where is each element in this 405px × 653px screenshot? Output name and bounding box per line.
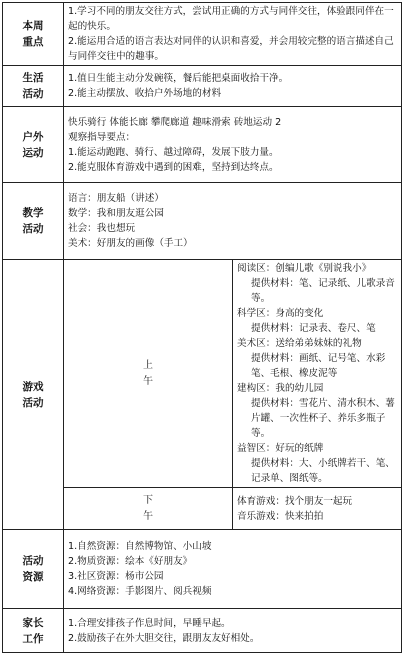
label-life-activity (3, 66, 64, 107)
content-teaching-activity (64, 183, 402, 260)
row-life-activity (3, 66, 402, 107)
afternoon-item: 体育游戏：找个朋友一起玩 (237, 495, 353, 507)
outdoor-item: 快乐骑行 体能长廊 攀爬廊道 趣味滑索 砖地运动 2 (68, 116, 282, 128)
outdoor-item: 2.能克服体育游戏中遇到的困难，坚持到达终点。 (68, 161, 279, 173)
content-outdoor-sports (64, 107, 402, 183)
label-line: 活动 (22, 555, 44, 567)
label-line: 本周 (22, 20, 44, 32)
outdoor-item: 1.能运动跑跑、骑行、越过障碍，发展下肢力量。 (68, 146, 279, 158)
label-morning (64, 260, 233, 488)
row-resources (3, 530, 402, 609)
teaching-item: 数学：我和朋友逛公园 (68, 208, 164, 219)
label-line: 下 (143, 494, 153, 506)
afternoon-item: 音乐游戏：快来拍拍 (237, 510, 324, 522)
resource-item: 2.物质资源：绘本《好朋友》 (68, 556, 193, 567)
label-line: 运动 (22, 146, 44, 159)
label-resources (3, 530, 64, 609)
game-area-item: 建构区：我的幼儿园 (237, 383, 324, 394)
game-material-item: 提供材料：大、小纸牌若干、笔、记录单、图纸等。 (251, 458, 395, 484)
label-parent-work (3, 609, 64, 653)
label-line: 活动 (22, 396, 44, 409)
label-line: 教学 (22, 207, 44, 219)
row-outdoor-sports (3, 107, 402, 183)
label-line: 重点 (22, 36, 44, 48)
resource-item: 3.社区资源：杨市公园 (68, 571, 164, 582)
content-resources (64, 530, 402, 609)
label-line: 活动 (22, 223, 44, 235)
label-line: 资源 (22, 571, 44, 583)
focus-item: 2.能运用合适的语言表达对同伴的认识和喜爱，并会用较完整的语言描述自己与同伴交往中的趣事。 (68, 36, 394, 62)
label-line: 户外 (22, 130, 44, 143)
label-line: 活动 (22, 88, 44, 100)
label-line: 午 (143, 375, 153, 387)
life-item: 1.值日生能主动分发碗筷，餐后能把桌面收拾干净。 (68, 73, 289, 84)
parent-item: 2.鼓励孩子在外大胆交往，跟朋友友好相处。 (68, 632, 260, 644)
label-game-activity (3, 260, 64, 530)
content-weekly-focus (64, 3, 402, 66)
life-item: 2.能主动摆放、收拾户外场地的材料 (68, 88, 222, 99)
label-outdoor-sports (3, 107, 64, 183)
label-teaching-activity (3, 183, 64, 260)
content-parent-work (64, 609, 402, 653)
label-line: 工作 (22, 632, 44, 645)
label-line: 午 (143, 510, 153, 522)
teaching-item: 社会：我也想玩 (68, 223, 136, 234)
label-weekly-focus (3, 3, 64, 66)
teaching-item: 语言：朋友船（讲述） (68, 193, 164, 204)
label-afternoon (64, 488, 233, 530)
game-area-item: 美术区：送给弟弟妹妹的礼物 (237, 338, 362, 349)
row-parent-work (3, 609, 402, 653)
content-game-afternoon (233, 488, 402, 530)
game-material-item: 提供材料：雪花片、清水积木、薯片罐、一次性杯子、养乐多瓶子等。 (251, 398, 395, 439)
content-game-morning (233, 260, 402, 488)
row-game-morning (3, 260, 402, 488)
outdoor-item: 观察指导要点： (68, 131, 136, 143)
row-teaching-activity (3, 183, 402, 260)
label-line: 生活 (22, 72, 44, 84)
game-area-item: 科学区：身高的变化 (237, 308, 324, 319)
game-area-item: 阅读区：创编儿歌《别说我小》 (237, 263, 372, 274)
resource-item: 1.自然资源：自然博物馆、小山坡 (68, 541, 212, 552)
game-material-item: 提供材料：记录表、卷尺、笔 (251, 323, 376, 334)
weekly-plan-table (2, 2, 402, 653)
teaching-item: 美术：好朋友的画像（手工） (68, 238, 193, 249)
resource-item: 4.网络资源：手影图片、阅兵视频 (68, 586, 212, 597)
focus-item: 1.学习不同的朋友交往方式，尝试用正确的方式与同伴交往，体验跟同伴在一起的快乐。 (68, 6, 394, 32)
game-material-item: 提供材料：笔、记录纸、儿歌录音等。 (251, 278, 395, 304)
parent-item: 1.合理安排孩子作息时间，早睡早起。 (68, 617, 231, 629)
label-line: 家长 (22, 616, 44, 629)
row-weekly-focus (3, 3, 402, 66)
label-line: 游戏 (22, 380, 44, 393)
label-line: 上 (143, 359, 153, 371)
content-life-activity (64, 66, 402, 107)
game-area-item: 益智区：好玩的纸牌 (237, 443, 324, 454)
game-material-item: 提供材料：画纸、记号笔、水彩笔、毛根、橡皮泥等 (251, 353, 386, 379)
